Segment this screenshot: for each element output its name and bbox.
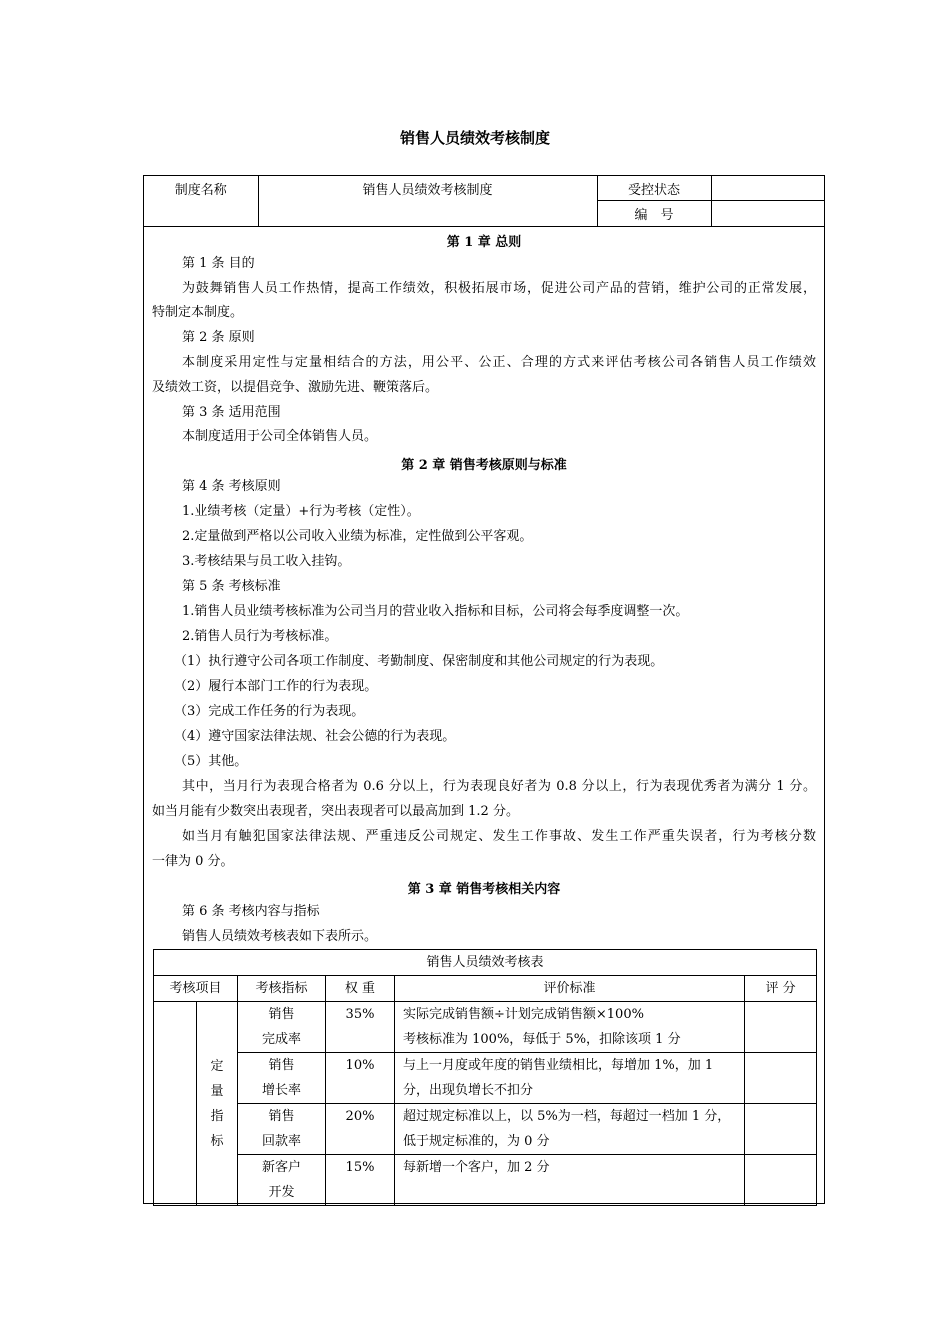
article-heading: 第 3 条 适用范围 [182,405,281,420]
group-label-char: 定 [210,1058,224,1074]
article-heading: 第 5 条 考核标准 [182,579,281,594]
score-cell[interactable] [745,1002,817,1053]
weight-cell: 20% [326,1104,395,1155]
criteria-cell [395,1104,745,1155]
criteria-cell [395,1155,745,1206]
paragraph-line: 2.销售人员行为考核标准。 [182,629,338,644]
indicator-line: 开发 [268,1185,295,1200]
kpi-table [153,949,817,1206]
policy-name-label: 制度名称 [144,176,258,226]
column-header: 评价标准 [395,976,745,1002]
article-heading: 第 6 条 考核内容与指标 [182,904,320,919]
score-cell[interactable] [745,1155,817,1206]
criteria-line [403,1180,744,1205]
criteria-cell [395,1002,745,1053]
criteria-line: 考核标准为 100%，每低于 5%，扣除该项 1 分 [403,1032,681,1047]
weight-cell: 35% [326,1002,395,1053]
group-label-char: 标 [210,1133,224,1149]
paragraph-line: 及绩效工资，以提倡竞争、激励先进、鞭策落后。 [152,380,439,395]
document-title: 销售人员绩效考核制度 [399,129,550,147]
paragraph-line: 3.考核结果与员工收入挂钩。 [182,554,351,569]
weight-cell: 10% [326,1053,395,1104]
article-heading: 第 4 条 考核原则 [182,479,281,494]
indicator-cell [238,1155,326,1206]
paragraph-line: （3）完成工作任务的行为表现。 [174,704,365,719]
paragraph-line: 一律为 0 分。 [152,854,234,869]
criteria-line: 每新增一个客户，加 2 分 [403,1160,550,1175]
indicator-line: 增长率 [261,1083,301,1098]
criteria-line: 低于规定标准的，为 0 分 [403,1134,550,1149]
paragraph-line: 本制度适用于公司全体销售人员。 [182,429,378,444]
criteria-line: 超过规定标准以上，以 5%为一档，每超过一档加 1 分， [403,1109,731,1124]
indicator-cell [238,1002,326,1053]
paragraph-line: 1.销售人员业绩考核标准为公司当月的营业收入指标和目标，公司将会每季度调整一次。 [182,604,689,619]
header-table [144,176,824,227]
document-frame [143,175,825,1204]
paragraph-line: （2）履行本部门工作的行为表现。 [174,679,378,694]
control-status-value [711,176,824,201]
column-header: 考核项目 [154,976,238,1002]
indicator-line: 完成率 [261,1032,301,1047]
number-label: 编 号 [597,201,711,226]
paragraph-line: 2.定量做到严格以公司收入业绩为标准，定性做到公平客观。 [182,529,533,544]
kpi-table-caption: 销售人员绩效考核表 [154,950,817,976]
paragraph-line: 本制度采用定性与定量相结合的方法，用公平、公正、合理的方式来评估考核公司各销售人员工作绩效 [182,355,816,370]
chapter-heading: 第 2 章 销售考核原则与标准 [401,458,567,473]
article-heading: 第 2 条 原则 [182,330,255,345]
paragraph-line: 其中，当月行为表现合格者为 0.6 分以上，行为表现良好者为 0.8 分以上，行为表现优秀者为满分 1 分。 [182,779,816,794]
criteria-cell [395,1053,745,1104]
score-cell[interactable] [745,1104,817,1155]
paragraph-line: 如当月有触犯国家法律法规、严重违反公司规定、发生工作事故、发生工作严重失误者，行为考核分数 [182,829,816,844]
indicator-line: 销售 [268,1007,295,1022]
indicator-line: 回款率 [261,1134,301,1149]
indicator-cell [238,1104,326,1155]
paragraph-line: 销售人员绩效考核表如下表所示。 [182,929,378,944]
control-status-label: 受控状态 [597,176,711,201]
indicator-line: 销售 [268,1058,295,1073]
paragraph-line: 如当月能有少数突出表现者，突出表现者可以最高加到 1.2 分。 [152,804,519,819]
paragraph-line: 1.业绩考核（定量）+行为考核（定性）。 [182,504,420,519]
score-cell[interactable] [745,1053,817,1104]
paragraph-line: （1）执行遵守公司各项工作制度、考勤制度、保密制度和其他公司规定的行为表现。 [174,654,664,669]
chapter-heading: 第 1 章 总则 [446,235,522,250]
column-header: 考核指标 [238,976,326,1002]
category-cell [154,1002,197,1206]
group-label-char: 指 [210,1108,224,1124]
article-heading: 第 1 条 目的 [182,256,255,271]
paragraph-line: （5）其他。 [174,754,248,769]
policy-name-value: 销售人员绩效考核制度 [258,176,597,226]
indicator-cell [238,1053,326,1104]
criteria-line: 与上一月度或年度的销售业绩相比，每增加 1%，加 1 [403,1058,714,1073]
indicator-line: 销售 [268,1109,295,1124]
criteria-line: 实际完成销售额÷计划完成销售额×100% [403,1007,644,1022]
paragraph-line: （4）遵守国家法律法规、社会公德的行为表现。 [174,729,456,744]
column-header: 评 分 [745,976,817,1002]
criteria-line: 分，出现负增长不扣分 [403,1083,534,1098]
chapter-heading: 第 3 章 销售考核相关内容 [407,882,561,897]
weight-cell: 15% [326,1155,395,1206]
column-header: 权 重 [326,976,395,1002]
paragraph-line: 特制定本制度。 [152,305,244,320]
group-label-char: 量 [210,1083,224,1099]
paragraph-line: 为鼓舞销售人员工作热情，提高工作绩效，积极拓展市场，促进公司产品的营销，维护公司的正常发展， [182,281,816,296]
indicator-line: 新客户 [261,1160,301,1175]
group-label-quantitative [197,1002,238,1206]
number-value [711,201,824,226]
